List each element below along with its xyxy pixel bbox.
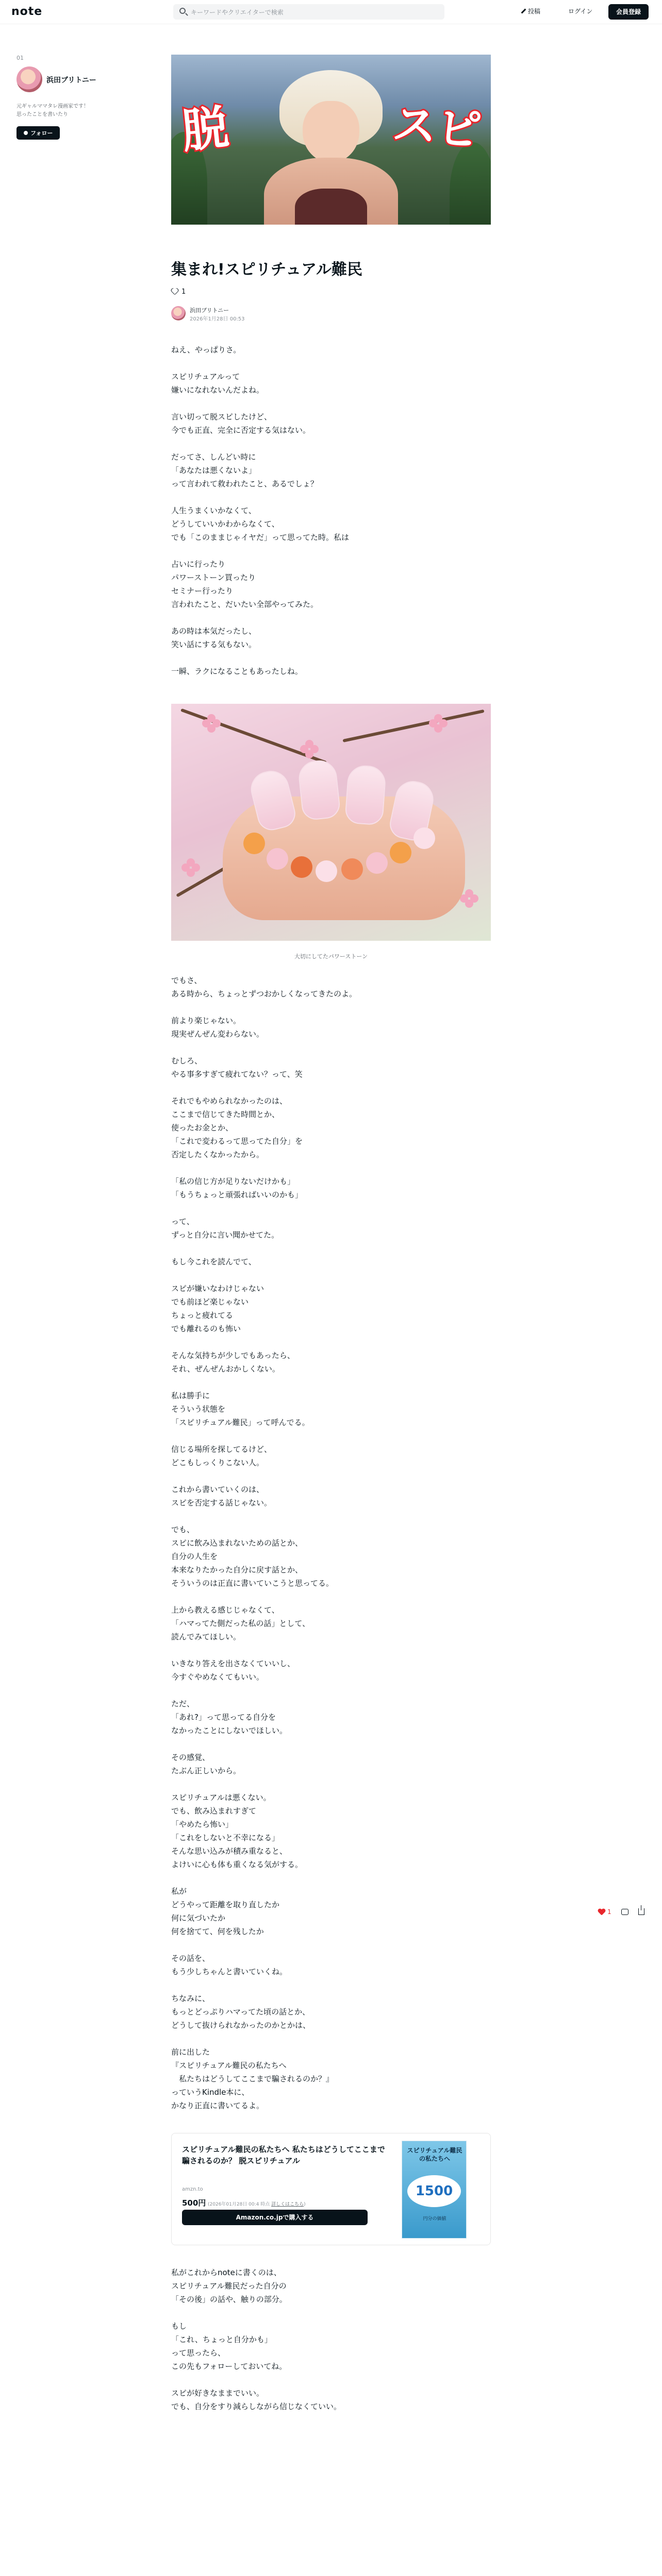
figure-caption: 大切にしてたパワーストーン [294,953,368,960]
side-like-count: 1 [607,1908,611,1916]
paragraph: スピが嫌いなわけじゃない でも前ほど楽じゃない ちょっと疲れてる でも離れるのも怖い [171,1284,264,1333]
paragraph: ちなみに、 もっとどっぷりハマってた頃の話とか、 どうして抜けられなかったのかとかは、 [171,1994,311,2030]
price-note-prefix: (2026年01月28日 00:4 時点 [208,2202,270,2207]
hero-text-left: 脱 [179,100,231,159]
embed-title[interactable]: スピリチュアル難民の私たちへ 私たちはどうしてここまで騙されるのか？ 脱スピリチュアル [182,2145,385,2165]
stone-bead [341,858,363,880]
body-section-middle [171,974,491,2112]
article-title: 集まれ!スピリチュアル難民 [171,261,362,279]
follow-label: フォロー [30,130,53,137]
paragraph: 「私の信じ方が足りないだけかも」 「もうちょっと頑張ればいいのかも」 [171,1177,303,1199]
site-header [0,0,662,24]
paragraph: 私がこれからnoteに書くのは、 スピリチュアル難民だった自分の 「その後」の話や、触りの部分。 [171,2268,287,2304]
book-cover-thumbnail[interactable] [402,2141,467,2239]
paragraph: 私が どうやって距離を取り直したか 何に気づいたか 何を捨てて、何を残したか [171,1887,280,1936]
sidebar-label: 01 [16,55,24,61]
paragraph: 人生うまくいかなくて、 どうしていいかわからなくて、 でも「このままじゃイヤだ」って思ってた時。私は [171,506,350,542]
amazon-buy-button[interactable]: Amazon.co.jpで購入する [182,2210,368,2225]
nail [344,765,387,826]
like-row[interactable] [171,287,491,298]
figure [171,704,491,963]
price-note-suffix: ) [304,2202,306,2207]
branch [342,709,484,742]
nail [297,758,341,821]
amazon-embed-card[interactable] [171,2133,491,2245]
paragraph: でもさ、 ある時から、ちょっとずつおかしくなってきたのよ。 [171,976,357,998]
paragraph: これから書いていくのは、 スピを否定する話じゃない。 [171,1485,272,1507]
like-count: 1 [181,288,186,296]
body-section-bottom [171,2266,491,2413]
author-bio [16,103,104,119]
avatar[interactable] [16,66,42,92]
body-section-top [171,343,491,678]
paragraph: 占いに行ったり パワーストーン買ったり セミナー行ったり 言われたこと、だいたい全部やってみた。 [171,560,319,609]
paragraph: でも、 スピに飲み込まれないための話とか、 自分の人生を 本来なりたかった自分に戻す話とか、 そういうのは正直に書いていこうと思ってる。 [171,1525,334,1588]
hero-image [171,55,491,225]
paragraph: ただ、 「あれ?」って思ってる自分を なかったことにしないでほしい。 [171,1699,288,1735]
paragraph: そんな気持ちが少しでもあったら、 それ、ぜんぜんおかしくない。 [171,1351,295,1374]
stone-bead [291,856,312,878]
search-box[interactable] [173,4,444,20]
flower [181,858,200,877]
paragraph: だってさ、しんどい時に 「あなたは悪くないよ」 って言われて救われたこと、あるでしょ？ [171,452,318,488]
hero-clothing [295,189,367,225]
book-cover-price: 1500 [407,2175,461,2207]
login-button[interactable]: ログイン [568,8,593,15]
bio-line: 思ったことを書いたり [16,112,68,117]
stone-bead [267,848,288,870]
author-profile[interactable] [16,66,104,92]
follow-button[interactable] [16,126,60,140]
book-cover-title: スピリチュアル難民の私たちへ [407,2147,462,2162]
paragraph: って、 ずっと自分に言い聞かせてた。 [171,1217,279,1240]
paragraph: 上から教える感じじゃなくて、 「ハマってた側だった私の話」として、 読んでみてほしい。 [171,1605,310,1641]
paragraph: それでもやめられなかったのは、 ここまで信じてきた時間とか、 使ったお金とか、 「これで変わるって思ってた自分」を 否定したくなかったから。 [171,1096,303,1159]
signup-button[interactable]: 会員登録 [608,4,649,20]
paragraph: スピが好きなままでいい。 でも、自分をすり減らしながら信じなくていい。 [171,2388,342,2411]
author-sidebar [16,55,104,140]
article-column [171,55,491,2427]
post-button[interactable] [521,7,540,15]
search-input[interactable] [190,4,439,21]
paragraph: スピリチュアルは悪くない。 でも、飲み込まれすぎて 「やめたら怖い」 「これをしないと不幸になる」 そんな思い込みが積み重なると、 よけいに心も体も重くなる気がする。 [171,1793,303,1869]
stone-bead [390,842,411,863]
hero-face [303,101,359,163]
paragraph: スピリチュアルって 嫌いになれないんだよね。 [171,372,264,395]
embed-domain: amzn.to [182,2187,203,2192]
meta-author-name[interactable]: 浜田ブリトニー [190,307,229,314]
paragraph: いきなり答えを出さなくていいし、 今すぐやめなくてもいい。 [171,1659,295,1682]
stone-bead [413,827,435,849]
paragraph: もし 「これ、ちょっと自分かも」 って思ったら、 この先もフォローしておいてね。 [171,2321,287,2371]
avatar[interactable] [171,306,186,320]
hero-text-right: スピ [390,98,484,158]
author-name[interactable]: 浜田ブリトニー [46,76,96,84]
power-stone-photo [171,704,491,941]
paragraph: 私は勝手に そういう状態を 「スピリチュアル難民」って呼んでる。 [171,1391,310,1427]
post-label: 投稿 [528,8,541,15]
paragraph: 信じる場所を探してるけど、 どこもしっくりこない人。 [171,1445,272,1467]
book-cover-sub: 円分の価値 [423,2216,446,2222]
stone-bead [316,860,337,882]
flower [300,740,319,758]
stone-bead [366,852,388,874]
paragraph: もし今これを読んでて、 [171,1257,256,1266]
person-plus-icon [24,131,28,135]
hero-person [264,70,398,225]
search-icon [179,8,186,14]
side-like-button[interactable] [598,1908,611,1916]
price-detail-link[interactable]: 詳しくはこちら [271,2202,304,2207]
paragraph: 前より楽じゃない。 現実ぜんぜん変わらない。 [171,1016,264,1039]
flower [429,714,448,733]
paragraph: ねえ、やっぱりさ。 [171,345,241,354]
paragraph: その話を、 もう少しちゃんと書いていくね。 [171,1954,288,1976]
paragraph: むしろ、 やる事多すぎて疲れてない？って、笑 [171,1056,303,1079]
bio-line: 元ギャルママタレ漫画家です！ [16,104,89,109]
flower [202,714,221,733]
paragraph: 言い切って脱スピしたけど、 今でも正直、完全に否定する気はない。 [171,412,311,435]
heart-filled-icon [598,1908,605,1914]
note-logo[interactable]: note [11,5,43,18]
share-icon[interactable] [638,1908,644,1915]
paragraph: 前に出した 『スピリチュアル難民の私たちへ 私たちはどうしてここまで騙されるのか？』 っていうKindle本に、 かなり正直に書いてるよ。 [171,2047,334,2110]
article-body [171,343,491,2413]
paragraph: その感覚、 たぶん正しいから。 [171,1753,241,1775]
publish-date: 2026年1月28日 00:53 [190,316,245,322]
pencil-icon [521,9,526,14]
paragraph: あの時は本気だったし、 笑い話にする気もない。 [171,626,257,649]
heart-icon[interactable] [171,287,178,295]
side-action-bar [598,1906,644,1919]
article-meta [171,305,491,323]
embed-price: 500円 [182,2198,206,2208]
comment-icon[interactable] [621,1909,628,1915]
paragraph: 一瞬、ラクになることもあったしね。 [171,667,303,676]
stone-bead [243,833,265,854]
